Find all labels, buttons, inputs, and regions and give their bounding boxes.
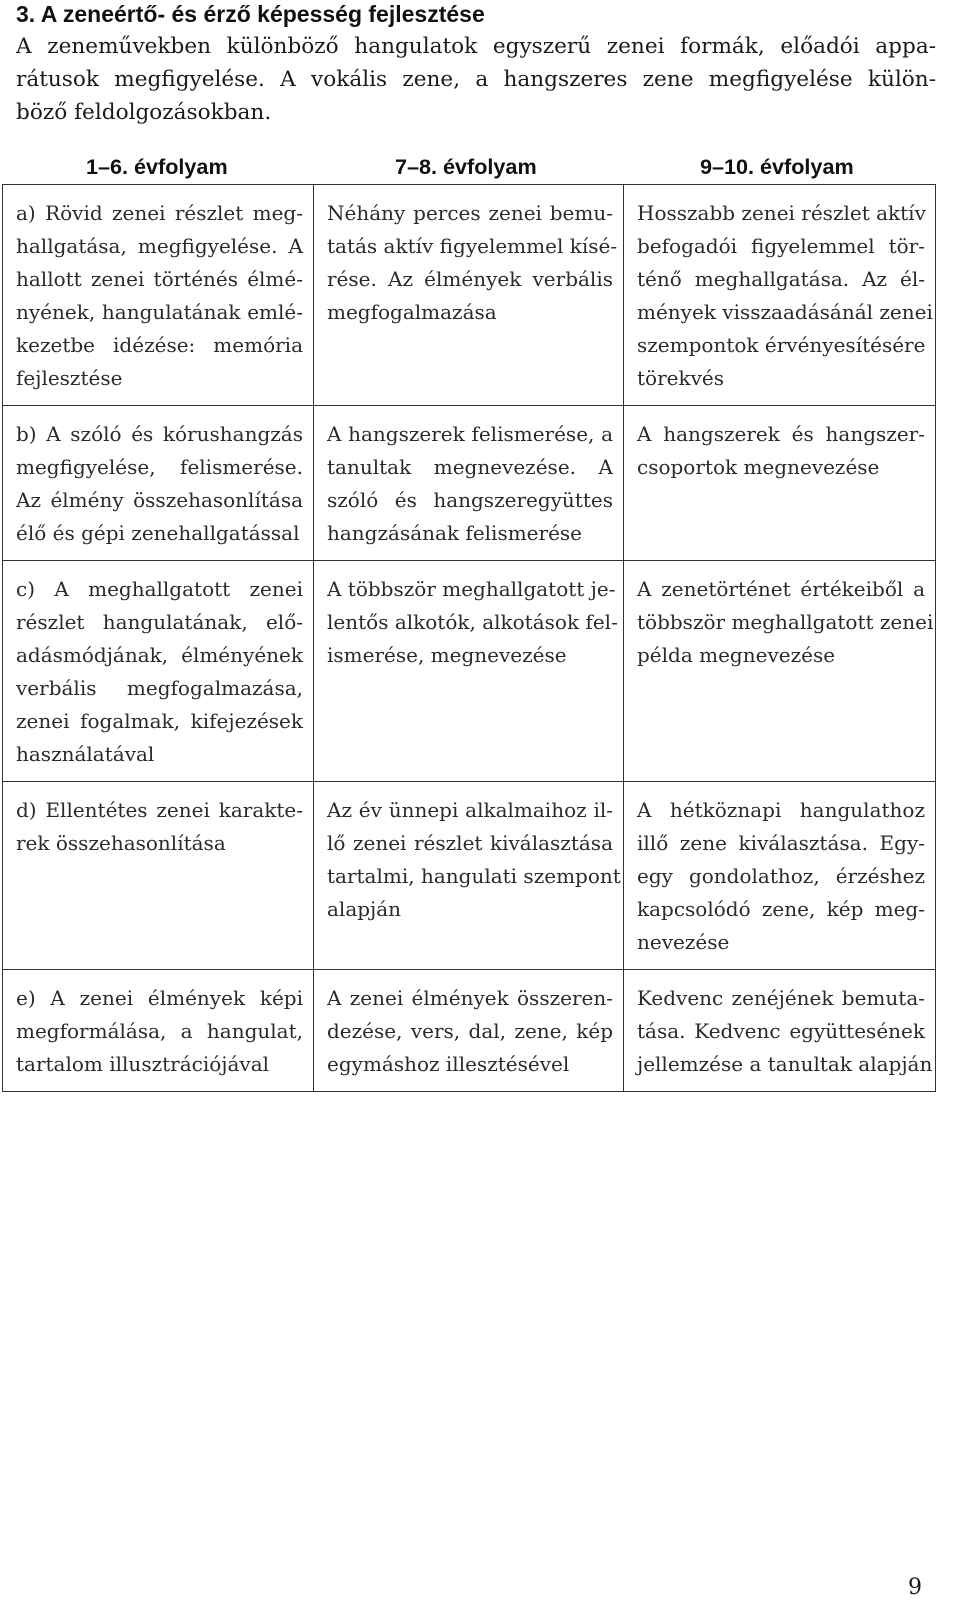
cell-line: tása. Kedvenc együttesének (637, 1019, 925, 1043)
grade-1-6-cell (3, 185, 314, 406)
cell-line: alapján (327, 897, 402, 921)
table-row (3, 185, 936, 406)
cell-line: A hangszerek és hangszer- (637, 422, 925, 446)
table-row (3, 970, 936, 1092)
cell-line: nevezése (637, 930, 730, 954)
cell-line: tartalmi, hangulati szempont (327, 864, 621, 888)
cell-line: Néhány perces zenei bemu- (327, 201, 613, 225)
cell-line: verbális megfogalmazása, (16, 676, 303, 700)
cell-line: Az év ünnepi alkalmaihoz il- (327, 798, 613, 822)
table-row (3, 782, 936, 970)
cell-line: lő zenei részlet kiválasztása (327, 831, 613, 855)
grade-1-6-cell (3, 782, 314, 970)
grade-header-9-10: 9–10. évfolyam (700, 154, 854, 179)
cell-line: e) A zenei élmények képi (16, 986, 303, 1010)
intro-line: A zeneművekben különböző hangulatok egyszerű zenei formák, előadói appa- (16, 34, 936, 59)
intro-line: rátusok megfigyelése. A vokális zene, a hangszeres zene megfigyelése külön- (16, 67, 936, 92)
grade-7-8-cell (314, 782, 624, 970)
curriculum-table-body (3, 185, 936, 1092)
grade-9-10-cell (624, 561, 936, 782)
page-number: 9 (908, 1575, 922, 1600)
cell-line: c) A meghallgatott zenei (16, 577, 303, 601)
grade-header-7-8: 7–8. évfolyam (395, 154, 537, 179)
table-row (3, 406, 936, 561)
cell-line: Kedvenc zenéjének bemuta- (637, 986, 925, 1010)
cell-line: csoportok megnevezése (637, 455, 880, 479)
cell-line: szempontok érvényesítésére (637, 333, 926, 357)
grade-9-10-cell (624, 406, 936, 561)
cell-line: illő zene kiválasztása. Egy- (637, 831, 925, 855)
cell-line: lentős alkotók, alkotások fel- (327, 610, 618, 634)
grade-7-8-cell (314, 561, 624, 782)
cell-line: élő és gépi zenehallgatással (16, 521, 300, 545)
cell-line: dezése, vers, dal, zene, kép (327, 1019, 613, 1043)
intro-line: böző feldolgozásokban. (16, 100, 272, 125)
cell-line: b) A szóló és kórushangzás (16, 422, 303, 446)
cell-line: A zenei élmények összeren- (327, 986, 613, 1010)
grade-header-1-6: 1–6. évfolyam (86, 154, 228, 179)
cell-line: szóló és hangszeregyüttes (327, 488, 613, 512)
grade-9-10-cell (624, 185, 936, 406)
cell-line: tatás aktív figyelemmel kísé- (327, 234, 618, 258)
grade-1-6-cell (3, 406, 314, 561)
cell-line: törekvés (637, 366, 724, 390)
cell-line: többször meghallgatott zenei (637, 610, 934, 634)
cell-line: ténő meghallgatása. Az él- (637, 267, 925, 291)
cell-line: befogadói figyelemmel tör- (637, 234, 925, 258)
grade-7-8-cell (314, 406, 624, 561)
cell-line: Hosszabb zenei részlet aktív (637, 201, 926, 225)
cell-line: hallott zenei történés élmé- (16, 267, 303, 291)
cell-line: rek összehasonlítása (16, 831, 226, 855)
cell-line: adásmódjának, élményének (16, 643, 303, 667)
cell-line: részlet hangulatának, elő- (16, 610, 303, 634)
cell-line: d) Ellentétes zenei karakte- (16, 798, 303, 822)
cell-line: zenei fogalmak, kifejezések (16, 709, 303, 733)
cell-line: példa megnevezése (637, 643, 836, 667)
cell-line: egymáshoz illesztésével (327, 1052, 570, 1076)
cell-line: A hétköznapi hangulathoz (637, 798, 925, 822)
grade-7-8-cell (314, 185, 624, 406)
cell-line: megfigyelése, felismerése. (16, 455, 303, 479)
cell-line: A hangszerek felismerése, a (327, 422, 613, 446)
grade-7-8-cell (314, 970, 624, 1092)
cell-line: megformálása, a hangulat, (16, 1019, 303, 1043)
cell-line: kezetbe idézése: memória (16, 333, 303, 357)
cell-line: használatával (16, 742, 155, 766)
grade-1-6-cell (3, 561, 314, 782)
cell-line: a) Rövid zenei részlet meg- (16, 201, 303, 225)
section-intro (16, 30, 936, 129)
grade-9-10-cell (624, 782, 936, 970)
cell-line: A többször meghallgatott je- (327, 577, 616, 601)
cell-line: Az élmény összehasonlítása (16, 488, 303, 512)
cell-line: mények visszaadásánál zenei (637, 300, 933, 324)
grade-header-row (0, 150, 960, 184)
table-row (3, 561, 936, 782)
cell-line: rése. Az élmények verbális (327, 267, 613, 291)
cell-line: hangzásának felismerése (327, 521, 583, 545)
curriculum-table (2, 184, 936, 1092)
cell-line: ismerése, megnevezése (327, 643, 567, 667)
cell-line: megfogalmazása (327, 300, 497, 324)
section-title: 3. A zeneértő- és érző képesség fejlesztése (16, 1, 485, 27)
grade-9-10-cell (624, 970, 936, 1092)
cell-line: fejlesztése (16, 366, 123, 390)
cell-line: hallgatása, megfigyelése. A (16, 234, 303, 258)
cell-line: jellemzése a tanultak alapján (637, 1052, 933, 1076)
cell-line: egy gondolathoz, érzéshez (637, 864, 925, 888)
grade-1-6-cell (3, 970, 314, 1092)
cell-line: A zenetörténet értékeiből a (637, 577, 925, 601)
cell-line: nyének, hangulatának emlé- (16, 300, 303, 324)
cell-line: tanultak megnevezése. A (327, 455, 613, 479)
cell-line: kapcsolódó zene, kép meg- (637, 897, 925, 921)
cell-line: tartalom illusztrációjával (16, 1052, 270, 1076)
